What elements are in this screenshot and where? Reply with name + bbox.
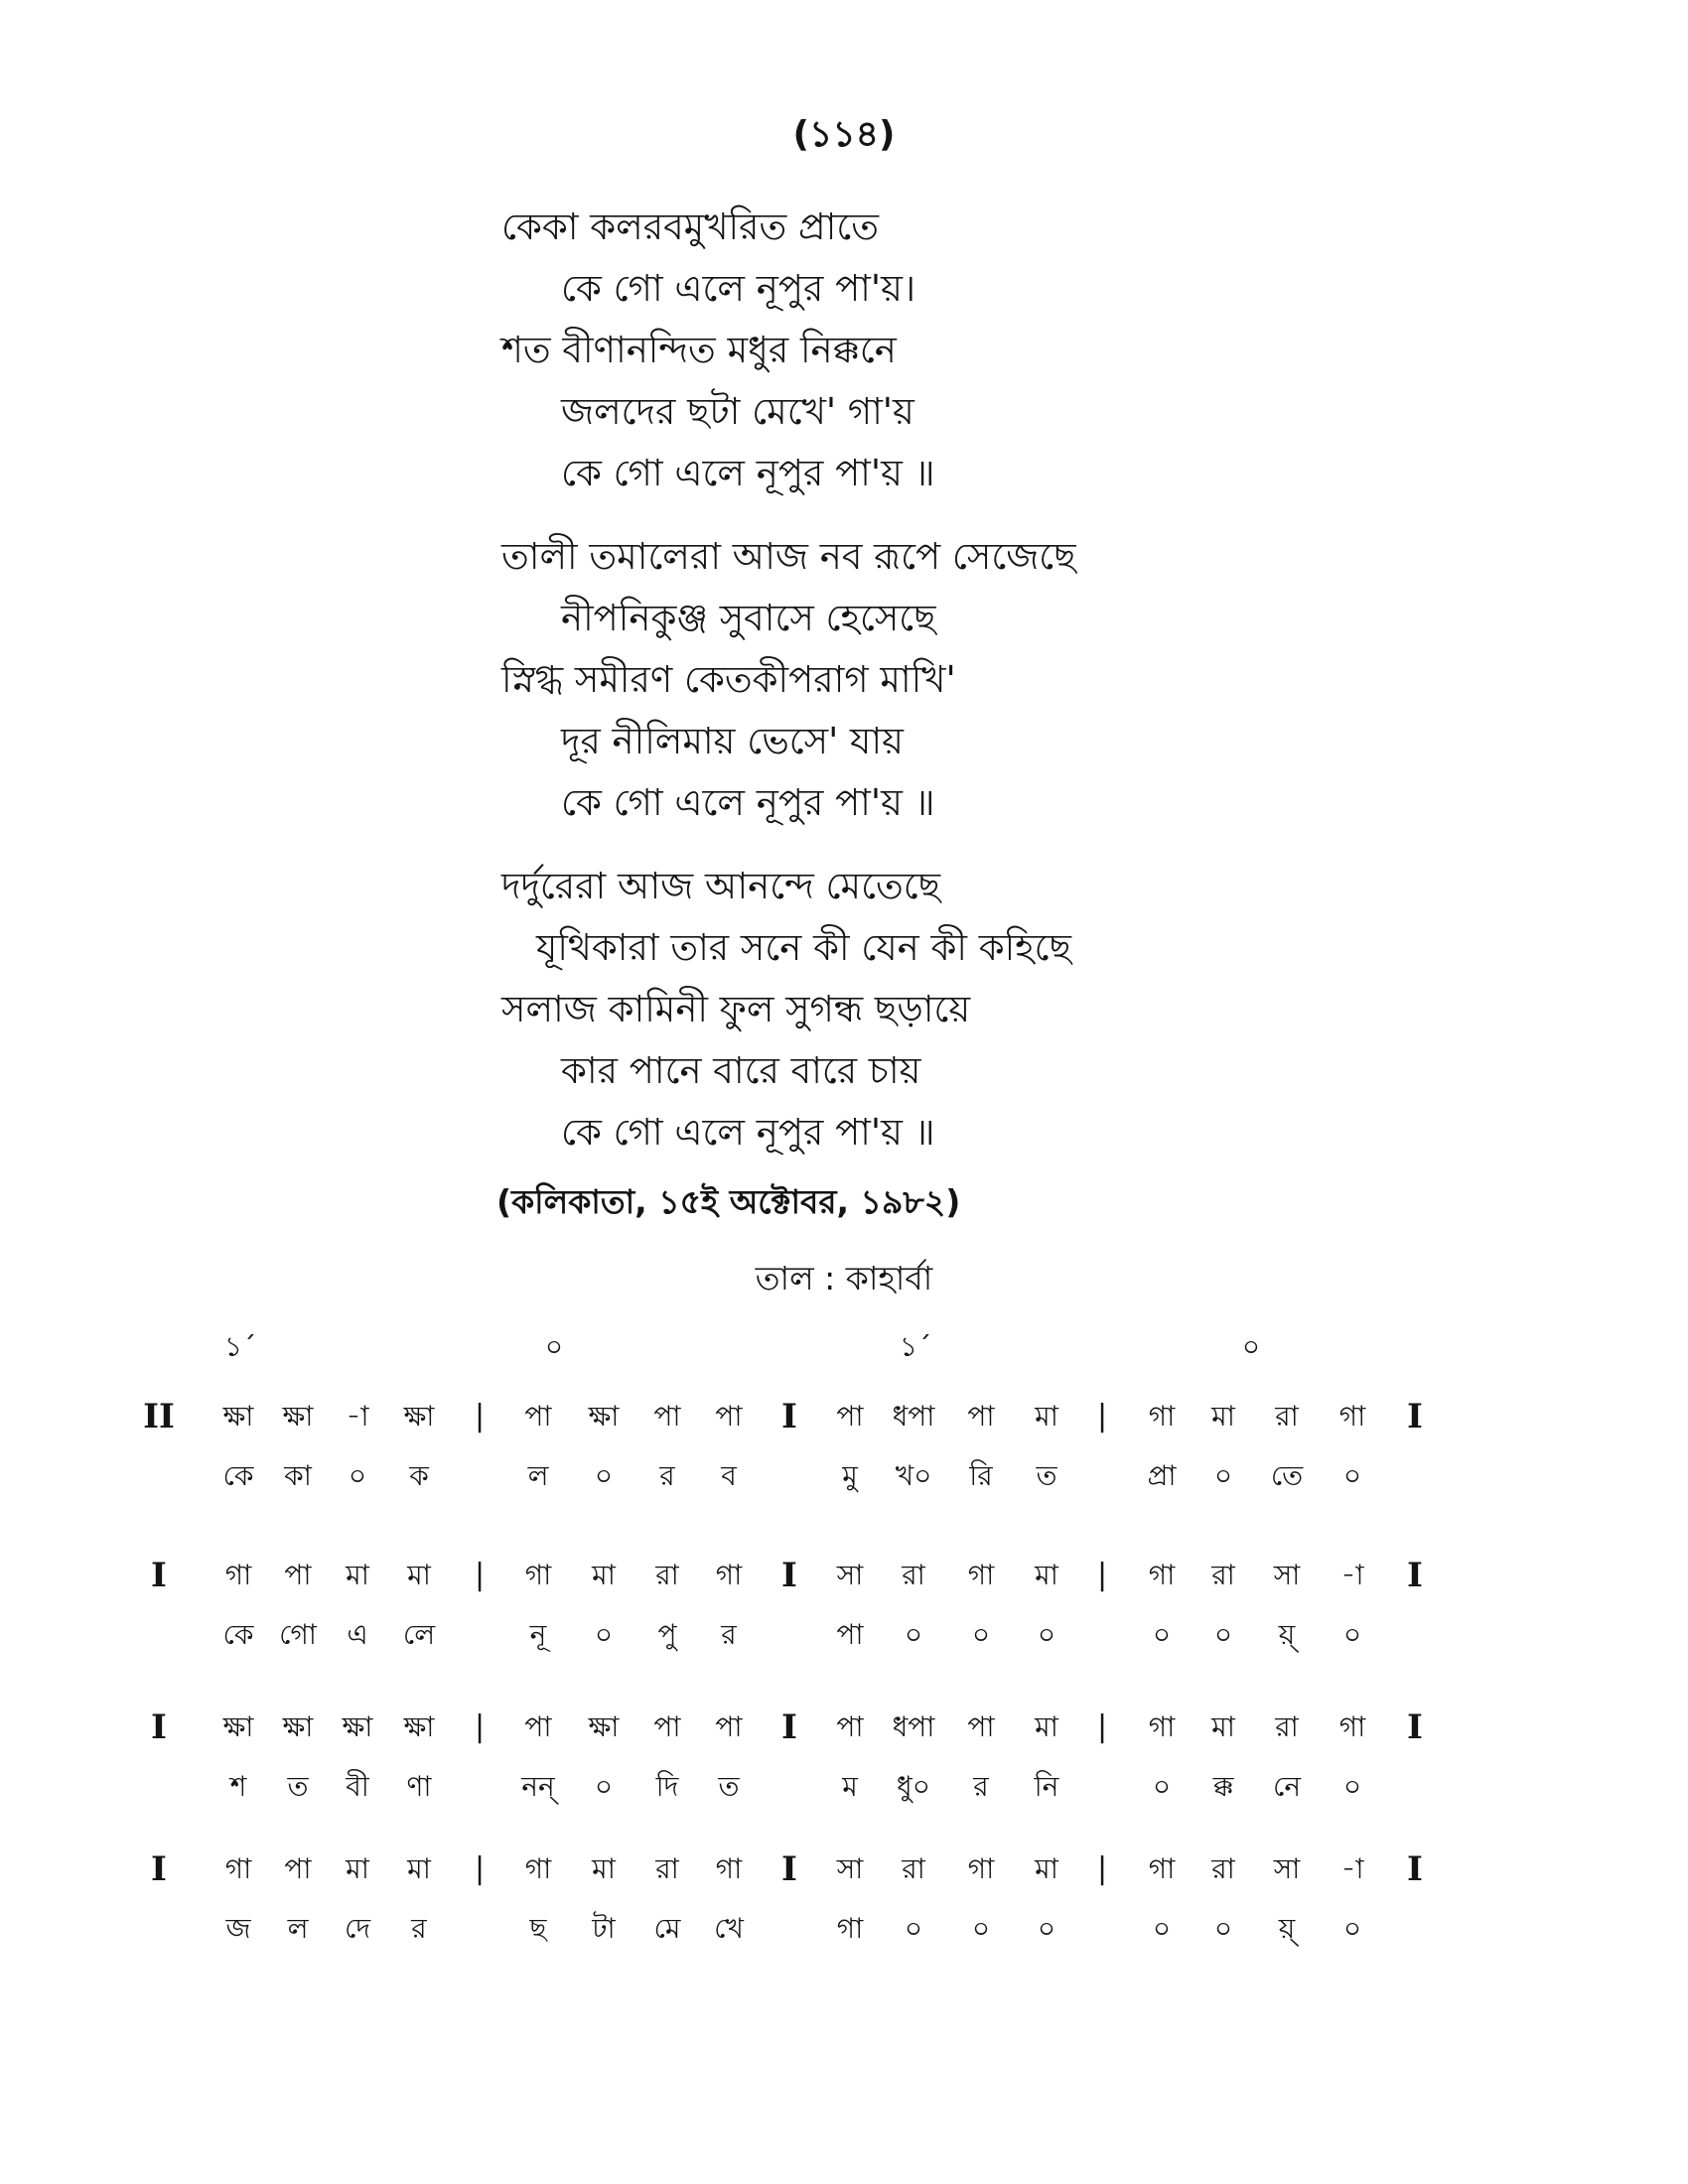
swara-note: মা bbox=[1211, 1400, 1235, 1433]
lyric-syllable: গা bbox=[836, 1912, 864, 1945]
lyric-syllable: বী bbox=[346, 1770, 369, 1803]
poem-line: কে গো এলে নূপুর পা'য় ॥ bbox=[561, 781, 935, 824]
swara-note: ক্ষা bbox=[282, 1710, 314, 1743]
stanza-1 bbox=[0, 197, 1688, 504]
poem-line: সলাজ কামিনী ফুল সুগন্ধ ছড়ায়ে bbox=[501, 988, 971, 1030]
lyric-syllable: টা bbox=[592, 1912, 616, 1945]
beat-mark: ০ bbox=[1241, 1330, 1261, 1363]
bar-line: I bbox=[781, 1849, 797, 1889]
poem-line: কে গো এলে নূপুর পা'য়। bbox=[561, 267, 916, 310]
swara-note: পা bbox=[836, 1400, 864, 1433]
swara-note: মা bbox=[592, 1852, 616, 1885]
lyric-syllable: ০ bbox=[1213, 1912, 1233, 1945]
lyric-syllable: মে bbox=[653, 1912, 681, 1945]
lyric-syllable: ০ bbox=[594, 1770, 614, 1803]
lyric-syllable: প্রা bbox=[1147, 1459, 1177, 1492]
bar-line: | bbox=[474, 1558, 486, 1592]
lyric-syllable: তে bbox=[1270, 1459, 1304, 1492]
bar-line: | bbox=[474, 1399, 486, 1433]
swara-note: ক্ষা bbox=[403, 1400, 435, 1433]
lyric-syllable: পু bbox=[657, 1618, 677, 1651]
swara-note: ক্ষা bbox=[403, 1710, 435, 1743]
swara-note: সা bbox=[1273, 1852, 1301, 1885]
swara-note: গা bbox=[967, 1852, 995, 1885]
lyric-syllable: ল bbox=[287, 1912, 309, 1945]
swara-note: সা bbox=[1273, 1559, 1301, 1591]
swara-note: রা bbox=[902, 1852, 925, 1885]
lyric-syllable: নে bbox=[1272, 1770, 1302, 1803]
swara-note: গা bbox=[224, 1559, 252, 1591]
poem-line: যূথিকারা তার সনে কী যেন কী কহিছে bbox=[536, 926, 1071, 969]
swara-note: পা bbox=[967, 1710, 995, 1743]
swara-note: -া bbox=[1340, 1852, 1364, 1885]
swara-note: মা bbox=[1035, 1852, 1058, 1885]
swara-note: পা bbox=[836, 1710, 864, 1743]
swara-note: গা bbox=[715, 1559, 743, 1591]
lyric-syllable: ধু০ bbox=[897, 1770, 930, 1803]
lyric-syllable: ০ bbox=[1213, 1459, 1233, 1492]
bar-line: I bbox=[781, 1556, 797, 1595]
lyric-syllable: নি bbox=[1034, 1770, 1059, 1803]
lyric-syllable: ত bbox=[1036, 1459, 1057, 1492]
lyric-syllable: ত bbox=[287, 1770, 309, 1803]
lyric-syllable: য়্ bbox=[1278, 1618, 1296, 1651]
dateline: (কলিকাতা, ১৫ই অক্টোবর, ১৯৮২) bbox=[496, 1182, 961, 1221]
page-number: (১১৪) bbox=[792, 114, 896, 155]
lyric-syllable: পা bbox=[836, 1618, 864, 1651]
bar-line: | bbox=[1096, 1399, 1108, 1433]
lyric-syllable: ০ bbox=[1342, 1770, 1362, 1803]
beat-mark: ১´ bbox=[899, 1330, 932, 1363]
bar-line: I bbox=[151, 1556, 167, 1595]
swara-note: রা bbox=[902, 1559, 925, 1591]
poem-line: দূর নীলিমায় ভেসে' যায় bbox=[561, 720, 904, 762]
bar-line: I bbox=[781, 1397, 797, 1436]
swara-note: গা bbox=[1148, 1852, 1176, 1885]
swara-note: পা bbox=[967, 1400, 995, 1433]
swara-note: রা bbox=[1211, 1852, 1235, 1885]
lyric-syllable: কে bbox=[222, 1459, 254, 1492]
swara-note: পা bbox=[715, 1710, 743, 1743]
lyric-syllable: ০ bbox=[1037, 1618, 1056, 1651]
lyric-syllable: খে bbox=[714, 1912, 744, 1945]
poem-line: তালী তমালেরা আজ নব রূপে সেজেছে bbox=[501, 535, 1076, 578]
lyric-syllable: ০ bbox=[1152, 1912, 1172, 1945]
lyric-syllable: য়্ bbox=[1278, 1912, 1296, 1945]
lyric-syllable: ০ bbox=[1152, 1618, 1172, 1651]
swara-note: রা bbox=[1275, 1400, 1299, 1433]
bar-line: I bbox=[151, 1707, 167, 1747]
lyric-syllable: ০ bbox=[1342, 1912, 1362, 1945]
poem-line: কেকা কলরবমুখরিত প্রাতে bbox=[501, 205, 879, 248]
lyric-syllable: দি bbox=[655, 1770, 679, 1803]
bar-line: I bbox=[1407, 1397, 1423, 1436]
lyric-syllable: ০ bbox=[1152, 1770, 1172, 1803]
lyric-syllable: ক্ক bbox=[1212, 1770, 1234, 1803]
lyric-syllable: খ০ bbox=[895, 1459, 932, 1492]
swara-note: পা bbox=[524, 1710, 552, 1743]
swara-note: ধপা bbox=[892, 1400, 935, 1433]
swara-note: মা bbox=[407, 1559, 431, 1591]
swara-note: রা bbox=[655, 1852, 679, 1885]
lyric-syllable: ক bbox=[409, 1459, 429, 1492]
swara-note: ক্ষা bbox=[342, 1710, 373, 1743]
lyric-syllable: ০ bbox=[348, 1459, 367, 1492]
swara-note: মা bbox=[1211, 1710, 1235, 1743]
lyric-syllable: ত bbox=[718, 1770, 740, 1803]
swara-note: পা bbox=[653, 1400, 681, 1433]
swara-note: ক্ষা bbox=[588, 1710, 620, 1743]
swara-note: মা bbox=[346, 1852, 369, 1885]
lyric-syllable: এ bbox=[347, 1618, 368, 1651]
swara-note: সা bbox=[836, 1559, 864, 1591]
swara-note: -া bbox=[346, 1400, 369, 1433]
lyric-syllable: নূ bbox=[529, 1618, 547, 1651]
swara-note: সা bbox=[836, 1852, 864, 1885]
poem-line: শত বীণানন্দিত মধুর নিক্কনে bbox=[501, 329, 897, 371]
poem-line: জলদের ছটা মেখে' গা'য় bbox=[561, 390, 914, 433]
swara-note: গা bbox=[1148, 1400, 1176, 1433]
lyric-syllable: ০ bbox=[971, 1912, 991, 1945]
lyric-syllable: জ bbox=[225, 1912, 251, 1945]
bar-line: I bbox=[781, 1707, 797, 1747]
tala-heading: তাল : কাহার্বা bbox=[755, 1259, 933, 1297]
swara-note: ধপা bbox=[892, 1710, 935, 1743]
swara-note: ক্ষা bbox=[222, 1710, 254, 1743]
bar-line: I bbox=[1407, 1707, 1423, 1747]
poem-line: কার পানে বারে বারে চায় bbox=[561, 1049, 921, 1092]
swara-note: গা bbox=[715, 1852, 743, 1885]
swara-note: -া bbox=[1340, 1559, 1364, 1591]
lyric-syllable: কে bbox=[222, 1618, 254, 1651]
bar-line: | bbox=[474, 1709, 486, 1744]
bar-line: I bbox=[1407, 1556, 1423, 1595]
lyric-syllable: দে bbox=[344, 1912, 371, 1945]
lyric-syllable: গো bbox=[279, 1618, 317, 1651]
bar-line: I bbox=[151, 1849, 167, 1889]
swara-note: পা bbox=[284, 1559, 312, 1591]
lyric-syllable: নন্ bbox=[521, 1770, 555, 1803]
swara-note: পা bbox=[715, 1400, 743, 1433]
swara-note: গা bbox=[1338, 1710, 1366, 1743]
lyric-syllable: ০ bbox=[1342, 1618, 1362, 1651]
bar-line: | bbox=[1096, 1851, 1108, 1886]
swara-note: পা bbox=[653, 1710, 681, 1743]
lyric-syllable: ণা bbox=[406, 1770, 432, 1803]
swara-note: ক্ষা bbox=[282, 1400, 314, 1433]
poem-line: কে গো এলে নূপুর পা'য় ॥ bbox=[561, 452, 935, 494]
lyric-syllable: লে bbox=[402, 1618, 436, 1651]
swara-note: ক্ষা bbox=[588, 1400, 620, 1433]
lyric-syllable: কা bbox=[284, 1459, 312, 1492]
lyric-syllable: র bbox=[411, 1912, 427, 1945]
lyric-syllable: ০ bbox=[594, 1618, 614, 1651]
swara-note: ক্ষা bbox=[222, 1400, 254, 1433]
bar-line: II bbox=[143, 1397, 175, 1436]
swara-note: গা bbox=[524, 1852, 552, 1885]
swara-note: গা bbox=[524, 1559, 552, 1591]
lyric-syllable: র bbox=[659, 1459, 675, 1492]
poem-line: দর্দুরেরা আজ আনন্দে মেতেছে bbox=[501, 865, 940, 907]
lyric-syllable: ০ bbox=[594, 1459, 614, 1492]
notation-table bbox=[143, 1330, 1549, 1966]
lyric-syllable: ল bbox=[527, 1459, 549, 1492]
beat-mark: ১´ bbox=[223, 1330, 257, 1363]
swara-note: গা bbox=[224, 1852, 252, 1885]
swara-note: মা bbox=[1035, 1400, 1058, 1433]
swara-note: গা bbox=[1338, 1400, 1366, 1433]
swara-note: মা bbox=[592, 1559, 616, 1591]
lyric-syllable: মু bbox=[842, 1459, 858, 1492]
bar-line: | bbox=[1096, 1558, 1108, 1592]
swara-note: গা bbox=[1148, 1559, 1176, 1591]
swara-note: পা bbox=[524, 1400, 552, 1433]
lyric-syllable: ব bbox=[721, 1459, 737, 1492]
lyric-syllable: ছ bbox=[529, 1912, 547, 1945]
swara-note: গা bbox=[1148, 1710, 1176, 1743]
bar-line: I bbox=[1407, 1849, 1423, 1889]
lyric-syllable: ০ bbox=[1213, 1618, 1233, 1651]
bar-line: | bbox=[1096, 1709, 1108, 1744]
swara-note: রা bbox=[1211, 1559, 1235, 1591]
lyric-syllable: শ bbox=[229, 1770, 247, 1803]
swara-note: রা bbox=[1275, 1710, 1299, 1743]
stanza-3 bbox=[0, 856, 1688, 1163]
poem-line: কে গো এলে নূপুর পা'য় ॥ bbox=[561, 1111, 935, 1154]
lyric-syllable: র bbox=[973, 1770, 989, 1803]
lyric-syllable: ০ bbox=[904, 1618, 923, 1651]
swara-note: পা bbox=[284, 1852, 312, 1885]
lyric-syllable: ০ bbox=[904, 1912, 923, 1945]
lyric-syllable: ০ bbox=[971, 1618, 991, 1651]
beat-mark: ০ bbox=[544, 1330, 564, 1363]
poem bbox=[0, 197, 1688, 1185]
lyric-syllable: ০ bbox=[1037, 1912, 1056, 1945]
swara-note: রা bbox=[655, 1559, 679, 1591]
bar-line: | bbox=[474, 1851, 486, 1886]
lyric-syllable: ০ bbox=[1342, 1459, 1362, 1492]
swara-note: মা bbox=[346, 1559, 369, 1591]
lyric-syllable: ম bbox=[842, 1770, 858, 1803]
swara-note: মা bbox=[407, 1852, 431, 1885]
poem-line: স্নিগ্ধ সমীরণ কেতকীপরাগ মাখি' bbox=[501, 658, 956, 701]
swara-note: গা bbox=[967, 1559, 995, 1591]
lyric-syllable: রি bbox=[969, 1459, 993, 1492]
swara-note: মা bbox=[1035, 1559, 1058, 1591]
stanza-2 bbox=[0, 526, 1688, 834]
poem-line: নীপনিকুঞ্জ সুবাসে হেসেছে bbox=[561, 597, 936, 639]
lyric-syllable: র bbox=[721, 1618, 737, 1651]
swara-note: মা bbox=[1035, 1710, 1058, 1743]
